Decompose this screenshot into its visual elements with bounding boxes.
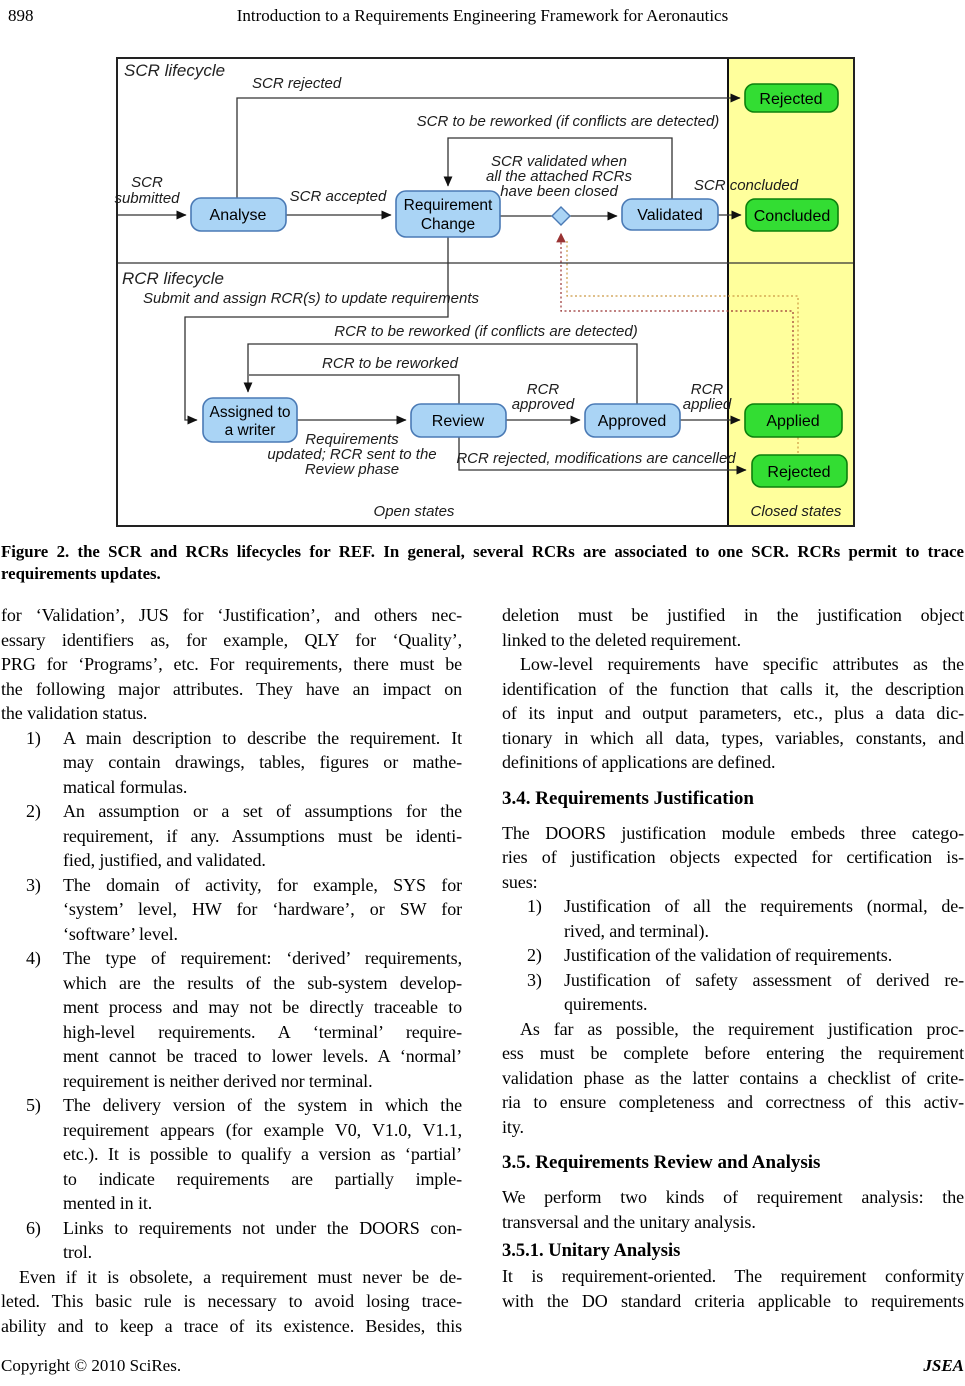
text-line: Low-level requirements have specific attributes as the — [520, 654, 964, 674]
text-line: requirement, if any. Assumptions must be identi- — [63, 825, 462, 846]
paragraph — [502, 1017, 964, 1140]
list-item-text — [564, 943, 964, 968]
list-item-text — [63, 1093, 462, 1216]
list-item — [502, 943, 964, 968]
running-title: Introduction to a Requirements Engineering Framework for Aeronautics — [236, 6, 729, 25]
text-line: Justification of all the requirements (normal, de- — [564, 896, 964, 916]
node-approved-label: Approved — [597, 413, 667, 430]
node-assigned-writer-label: Assigned to — [209, 404, 291, 421]
paragraph — [502, 603, 964, 652]
label-scr-rejected: SCR rejected — [252, 75, 342, 92]
text-line: fied, justified, and validated. — [63, 850, 266, 870]
paragraph — [1, 1265, 462, 1339]
node-review-label: Review — [431, 413, 485, 430]
text-line: linked to the deleted requirement. — [502, 629, 742, 650]
list-item — [1, 873, 462, 947]
list-item — [1, 799, 462, 873]
left-column — [1, 603, 462, 1338]
text-line: We perform two kinds of requirement analysis: the — [502, 1187, 964, 1207]
text-line: the following major attributes. They have an impact on — [1, 678, 462, 699]
text-line: Even if it is obsolete, a requirement must never be de- — [19, 1266, 462, 1287]
text-line: Links to requirements not under the DOORS con- — [63, 1217, 462, 1238]
figure-caption-line: Figure 2. the SCR and RCRs lifecycles for REF. In general, several RCRs are associated to one SCR. RCRs permit to trace — [1, 542, 964, 561]
list-item-text — [63, 946, 462, 1093]
text-line: definitions of applications are defined. — [502, 752, 776, 772]
label-open-states: Open states — [373, 503, 455, 520]
text-line: validation phase as the latter contains a checklist of crite- — [502, 1067, 964, 1088]
text-line: Justification of the validation of requirements. — [564, 945, 893, 965]
list-item — [1, 1093, 462, 1216]
list-item-text — [63, 726, 462, 800]
list-number: 4) — [26, 948, 41, 968]
text-line: The delivery version of the system in which the — [63, 1095, 462, 1115]
node-scr-rejected-label: Rejected — [759, 91, 823, 108]
label-scr-validated-when: have been closed — [500, 183, 618, 200]
page-number: 898 — [8, 6, 34, 25]
text-line: identification of the function that calls it, the description — [502, 678, 964, 699]
list-number: 5) — [26, 1095, 41, 1115]
text-line: The domain of activity, for example, SYS for — [63, 874, 462, 895]
text-line: It is requirement-oriented. The requirement conformity — [502, 1266, 964, 1286]
list-number: 1) — [26, 727, 41, 748]
label-scr-accepted: SCR accepted — [289, 188, 387, 205]
section-heading: 3.4. Requirements Justification — [502, 787, 754, 809]
list-item-text — [63, 873, 462, 947]
label-scr-submitted: SCR — [131, 174, 163, 191]
label-scr-validated-when: SCR validated when — [491, 153, 627, 170]
text-line: the validation status. — [1, 703, 148, 723]
text-line: The DOORS justification module embeds three catego- — [502, 822, 964, 843]
junction-diamond — [552, 207, 570, 225]
text-line: ‘system’ level, HW for ‘hardware’, or SW for — [63, 899, 462, 919]
text-line: which are the results of the sub-system develop- — [63, 972, 462, 993]
list-item-text — [63, 1216, 462, 1265]
text-line: trol. — [63, 1242, 92, 1262]
list-item — [502, 894, 964, 943]
text-line: ity. — [502, 1116, 524, 1137]
label-rcr-applied: RCR — [690, 381, 724, 398]
paragraph — [502, 1185, 964, 1234]
text-line: tionary in which all data, types, variables, constants, and — [502, 727, 964, 748]
text-line: etc.). It is possible to qualify a version as ‘partial’ — [63, 1144, 462, 1164]
text-line: transversal and the unitary analysis. — [502, 1211, 756, 1232]
scr-lifecycle-label: SCR lifecycle — [124, 61, 226, 80]
label-rcr-applied: applied — [682, 396, 732, 413]
text-line: essary identifiers as, for example, QLY for ‘Quality’, — [1, 629, 462, 650]
text-line: PRG for ‘Programs’, etc. For requirements, there must be — [1, 654, 462, 674]
text-line: to indicate requirements are partially imple- — [63, 1168, 462, 1189]
edge-rcr-reworked-conflicts — [248, 344, 637, 404]
section-heading: 3.5. Requirements Review and Analysis — [502, 1152, 821, 1173]
label-rcr-reworked: RCR to be reworked — [322, 355, 458, 372]
figure-2-diagram — [0, 0, 965, 535]
paragraph — [502, 821, 964, 895]
text-line: leted. This basic rule is necessary to avoid losing trace- — [1, 1291, 462, 1311]
label-scr-validated-when: all the attached RCRs — [486, 168, 632, 185]
text-line: ability and to keep a trace of its existence. Besides, this — [1, 1315, 462, 1336]
list-item-text — [564, 968, 964, 1017]
label-scr-reworked: SCR to be reworked (if conflicts are detected) — [416, 113, 720, 130]
label-requirements-updated: Requirements — [305, 431, 399, 448]
node-concluded-label: Concluded — [753, 208, 831, 225]
label-rcr-reworked-conflicts: RCR to be reworked (if conflicts are detected) — [334, 323, 638, 340]
list-item — [1, 946, 462, 1093]
node-applied-label: Applied — [766, 413, 820, 430]
list-number: 6) — [26, 1217, 41, 1238]
paragraph — [502, 1264, 964, 1313]
node-requirement-change-label: Change — [420, 216, 476, 233]
journal-abbreviation: JSEA — [923, 1356, 964, 1375]
text-line: requirement is neither derived nor terminal. — [63, 1070, 373, 1091]
list-item-text — [63, 799, 462, 873]
text-line: ries of justification objects expected for certification is- — [502, 847, 964, 867]
text-line: ment process and may not be directly traceable to — [63, 997, 462, 1017]
node-rcr-rejected-label: Rejected — [767, 464, 831, 481]
text-line: with the DO standard criteria applicable to requirements — [502, 1290, 964, 1311]
node-requirement-change-label: Requirement — [403, 197, 493, 214]
list-number: 2) — [26, 801, 41, 821]
label-rcr-submit: Submit and assign RCR(s) to update requirements — [143, 290, 479, 307]
copyright-notice: Copyright © 2010 SciRes. — [1, 1356, 182, 1375]
text-line: may contain drawings, tables, figures or mathe- — [63, 752, 462, 772]
text-line: quirements. — [564, 994, 648, 1014]
figure-caption-line: requirements updates. — [1, 563, 161, 583]
text-line: high-level requirements. A ‘terminal’ require- — [63, 1021, 462, 1042]
right-column — [502, 603, 964, 1313]
list-number: 3) — [26, 874, 41, 895]
label-scr-submitted: submitted — [114, 190, 180, 207]
list-number: 2) — [527, 945, 542, 965]
node-analyse-label: Analyse — [209, 207, 267, 224]
text-line: An assumption or a set of assumptions for the — [63, 801, 462, 821]
node-validated-label: Validated — [637, 207, 703, 224]
label-rcr-approved: approved — [511, 396, 575, 413]
text-line: requirement appears (for example V0, V1.0, V1.1, — [63, 1119, 462, 1140]
figure-caption — [1, 541, 964, 584]
label-requirements-updated: Review phase — [304, 461, 400, 478]
label-closed-states: Closed states — [750, 503, 842, 520]
label-rcr-rejected: RCR rejected, modifications are cancelled — [456, 450, 736, 467]
paragraph — [502, 652, 964, 775]
text-line: ‘software’ level. — [63, 923, 178, 944]
page-footer — [1, 1356, 964, 1380]
text-line: for ‘Validation’, JUS for ‘Justification’, and others nec- — [1, 605, 462, 625]
list-item-text — [564, 894, 964, 943]
list-item — [1, 1216, 462, 1265]
list-number: 1) — [527, 896, 542, 916]
text-line: matical formulas. — [63, 776, 188, 797]
label-rcr-approved: RCR — [526, 381, 560, 398]
text-line: A main description to describe the requirement. It — [63, 727, 462, 748]
node-assigned-writer-label: a writer — [224, 422, 276, 439]
rcr-lifecycle-label: RCR lifecycle — [122, 269, 225, 288]
label-scr-concluded: SCR concluded — [693, 177, 799, 194]
text-line: mented in it. — [63, 1193, 153, 1213]
text-line: As far as possible, the requirement justification proc- — [520, 1018, 964, 1039]
text-line: ment cannot be traced to lower levels. A ‘normal’ — [63, 1046, 462, 1066]
text-line: rived, and terminal). — [564, 920, 709, 941]
list-item — [1, 726, 462, 800]
text-line: ess must be complete before entering the requirement — [502, 1043, 964, 1063]
text-line: of its input and output parameters, etc., plus a data dic- — [502, 703, 964, 723]
list-number: 3) — [527, 969, 542, 990]
text-line: sues: — [502, 871, 538, 892]
list-item — [502, 968, 964, 1017]
text-line: deletion must be justified in the justification object — [502, 605, 964, 625]
text-line: Justification of safety assessment of derived re- — [564, 969, 964, 990]
text-line: ria to ensure completeness and correctness of this activ- — [502, 1092, 964, 1112]
subsection-heading: 3.5.1. Unitary Analysis — [502, 1241, 681, 1261]
label-requirements-updated: updated; RCR sent to the — [267, 446, 437, 463]
paragraph — [1, 603, 462, 726]
text-line: The type of requirement: ‘derived’ requirements, — [63, 948, 462, 968]
